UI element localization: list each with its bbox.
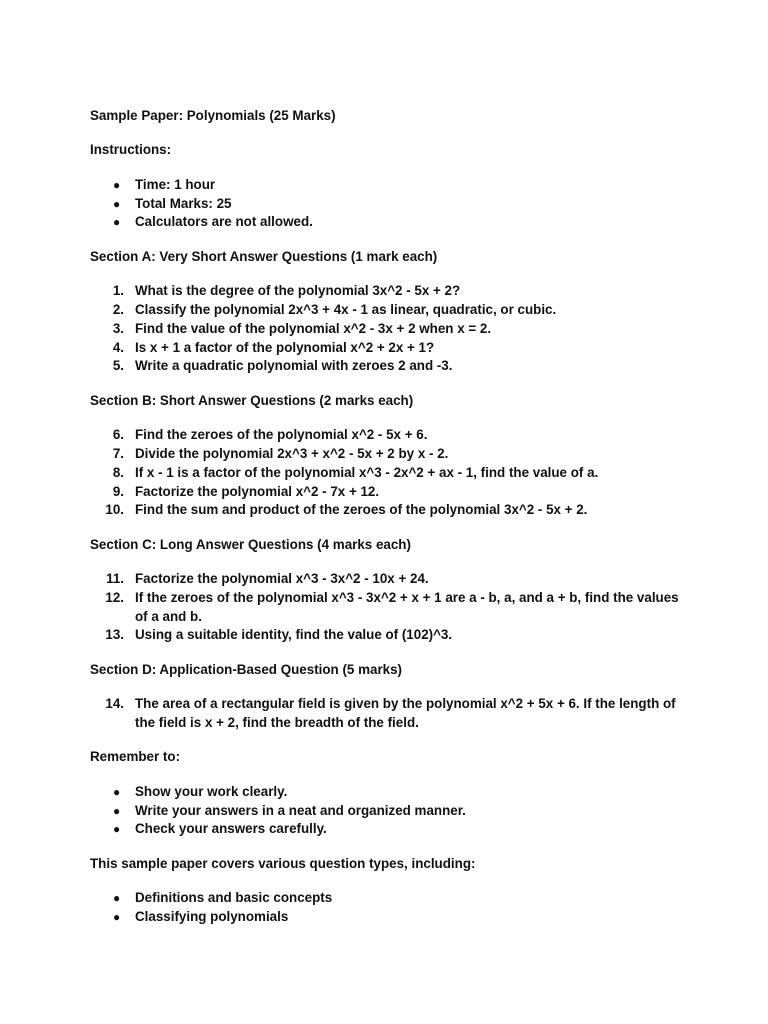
- question-item: 8. If x - 1 is a factor of the polynomial x^3 - 2x^2 + ax - 1, find the value of a.: [112, 464, 599, 480]
- list-item: ● Calculators are not allowed.: [90, 213, 690, 232]
- question-item: 7. Divide the polynomial 2x^3 + x^2 - 5x + 2 by x - 2.: [112, 445, 449, 461]
- question-item: 1. What is the degree of the polynomial 3x^2 - 5x + 2?: [112, 283, 461, 299]
- section-a-heading: Section A: Very Short Answer Questions (1 mark each): [90, 248, 438, 264]
- list-item: ● Show your work clearly.: [90, 783, 690, 802]
- section-b-questions: [90, 426, 690, 520]
- section-d-questions: [90, 695, 690, 733]
- instructions-list: [90, 176, 690, 232]
- bullet-icon: ●: [113, 891, 121, 906]
- remember-heading: Remember to:: [90, 749, 181, 765]
- bullet-icon: ●: [113, 196, 121, 211]
- question-item: 10. Find the sum and product of the zeroes of the polynomial 3x^2 - 5x + 2.: [105, 502, 588, 518]
- section-c-heading: Section C: Long Answer Questions (4 marks each): [90, 536, 411, 552]
- list-item: ● Check your answers carefully.: [90, 820, 690, 839]
- remember-list: [90, 783, 690, 839]
- covers-list: [90, 889, 690, 927]
- question-item: 2. Classify the polynomial 2x^3 + 4x - 1 as linear, quadratic, or cubic.: [112, 301, 557, 317]
- question-item: 4. Is x + 1 a factor of the polynomial x^2 + 2x + 1?: [112, 339, 435, 355]
- bullet-icon: ●: [113, 215, 121, 230]
- list-item: ● Time: 1 hour: [90, 176, 690, 195]
- question-item: 14. The area of a rectangular field is given by the polynomial x^2 + 5x + 6. If the length of the field is x + 2, find the breadth of the field.: [105, 696, 676, 731]
- question-item: 11. Factorize the polynomial x^3 - 3x^2 - 10x + 24.: [106, 571, 429, 587]
- list-item: ● Classifying polynomials: [90, 908, 690, 927]
- instructions-heading: Instructions:: [90, 142, 172, 158]
- bullet-icon: ●: [113, 910, 121, 925]
- section-c-questions: [90, 570, 690, 645]
- question-item: 5. Write a quadratic polynomial with zeroes 2 and -3.: [112, 358, 453, 374]
- page-title: Sample Paper: Polynomials (25 Marks): [90, 108, 336, 123]
- bullet-icon: ●: [113, 177, 121, 192]
- list-item: ● Definitions and basic concepts: [90, 889, 690, 908]
- bullet-icon: ●: [113, 822, 121, 837]
- document-page: [90, 107, 690, 927]
- list-item: ● Total Marks: 25: [90, 195, 690, 214]
- section-d-heading: Section D: Application-Based Question (5 marks): [90, 661, 403, 677]
- covers-heading: This sample paper covers various question types, including:: [90, 855, 476, 871]
- bullet-icon: ●: [113, 784, 121, 799]
- question-item: 6. Find the zeroes of the polynomial x^2 - 5x + 6.: [112, 427, 428, 443]
- question-item: 3. Find the value of the polynomial x^2 - 3x + 2 when x = 2.: [112, 320, 492, 336]
- section-b-heading: Section B: Short Answer Questions (2 marks each): [90, 392, 414, 408]
- question-item: 13. Using a suitable identity, find the value of (102)^3.: [105, 627, 453, 643]
- question-item: 12. If the zeroes of the polynomial x^3 - 3x^2 + x + 1 are a - b, a, and a + b, find the values of a and b.: [105, 589, 679, 624]
- bullet-icon: ●: [113, 803, 121, 818]
- section-a-questions: [90, 282, 690, 376]
- question-item: 9. Factorize the polynomial x^2 - 7x + 12.: [112, 483, 380, 499]
- list-item: ● Write your answers in a neat and organized manner.: [90, 802, 690, 821]
